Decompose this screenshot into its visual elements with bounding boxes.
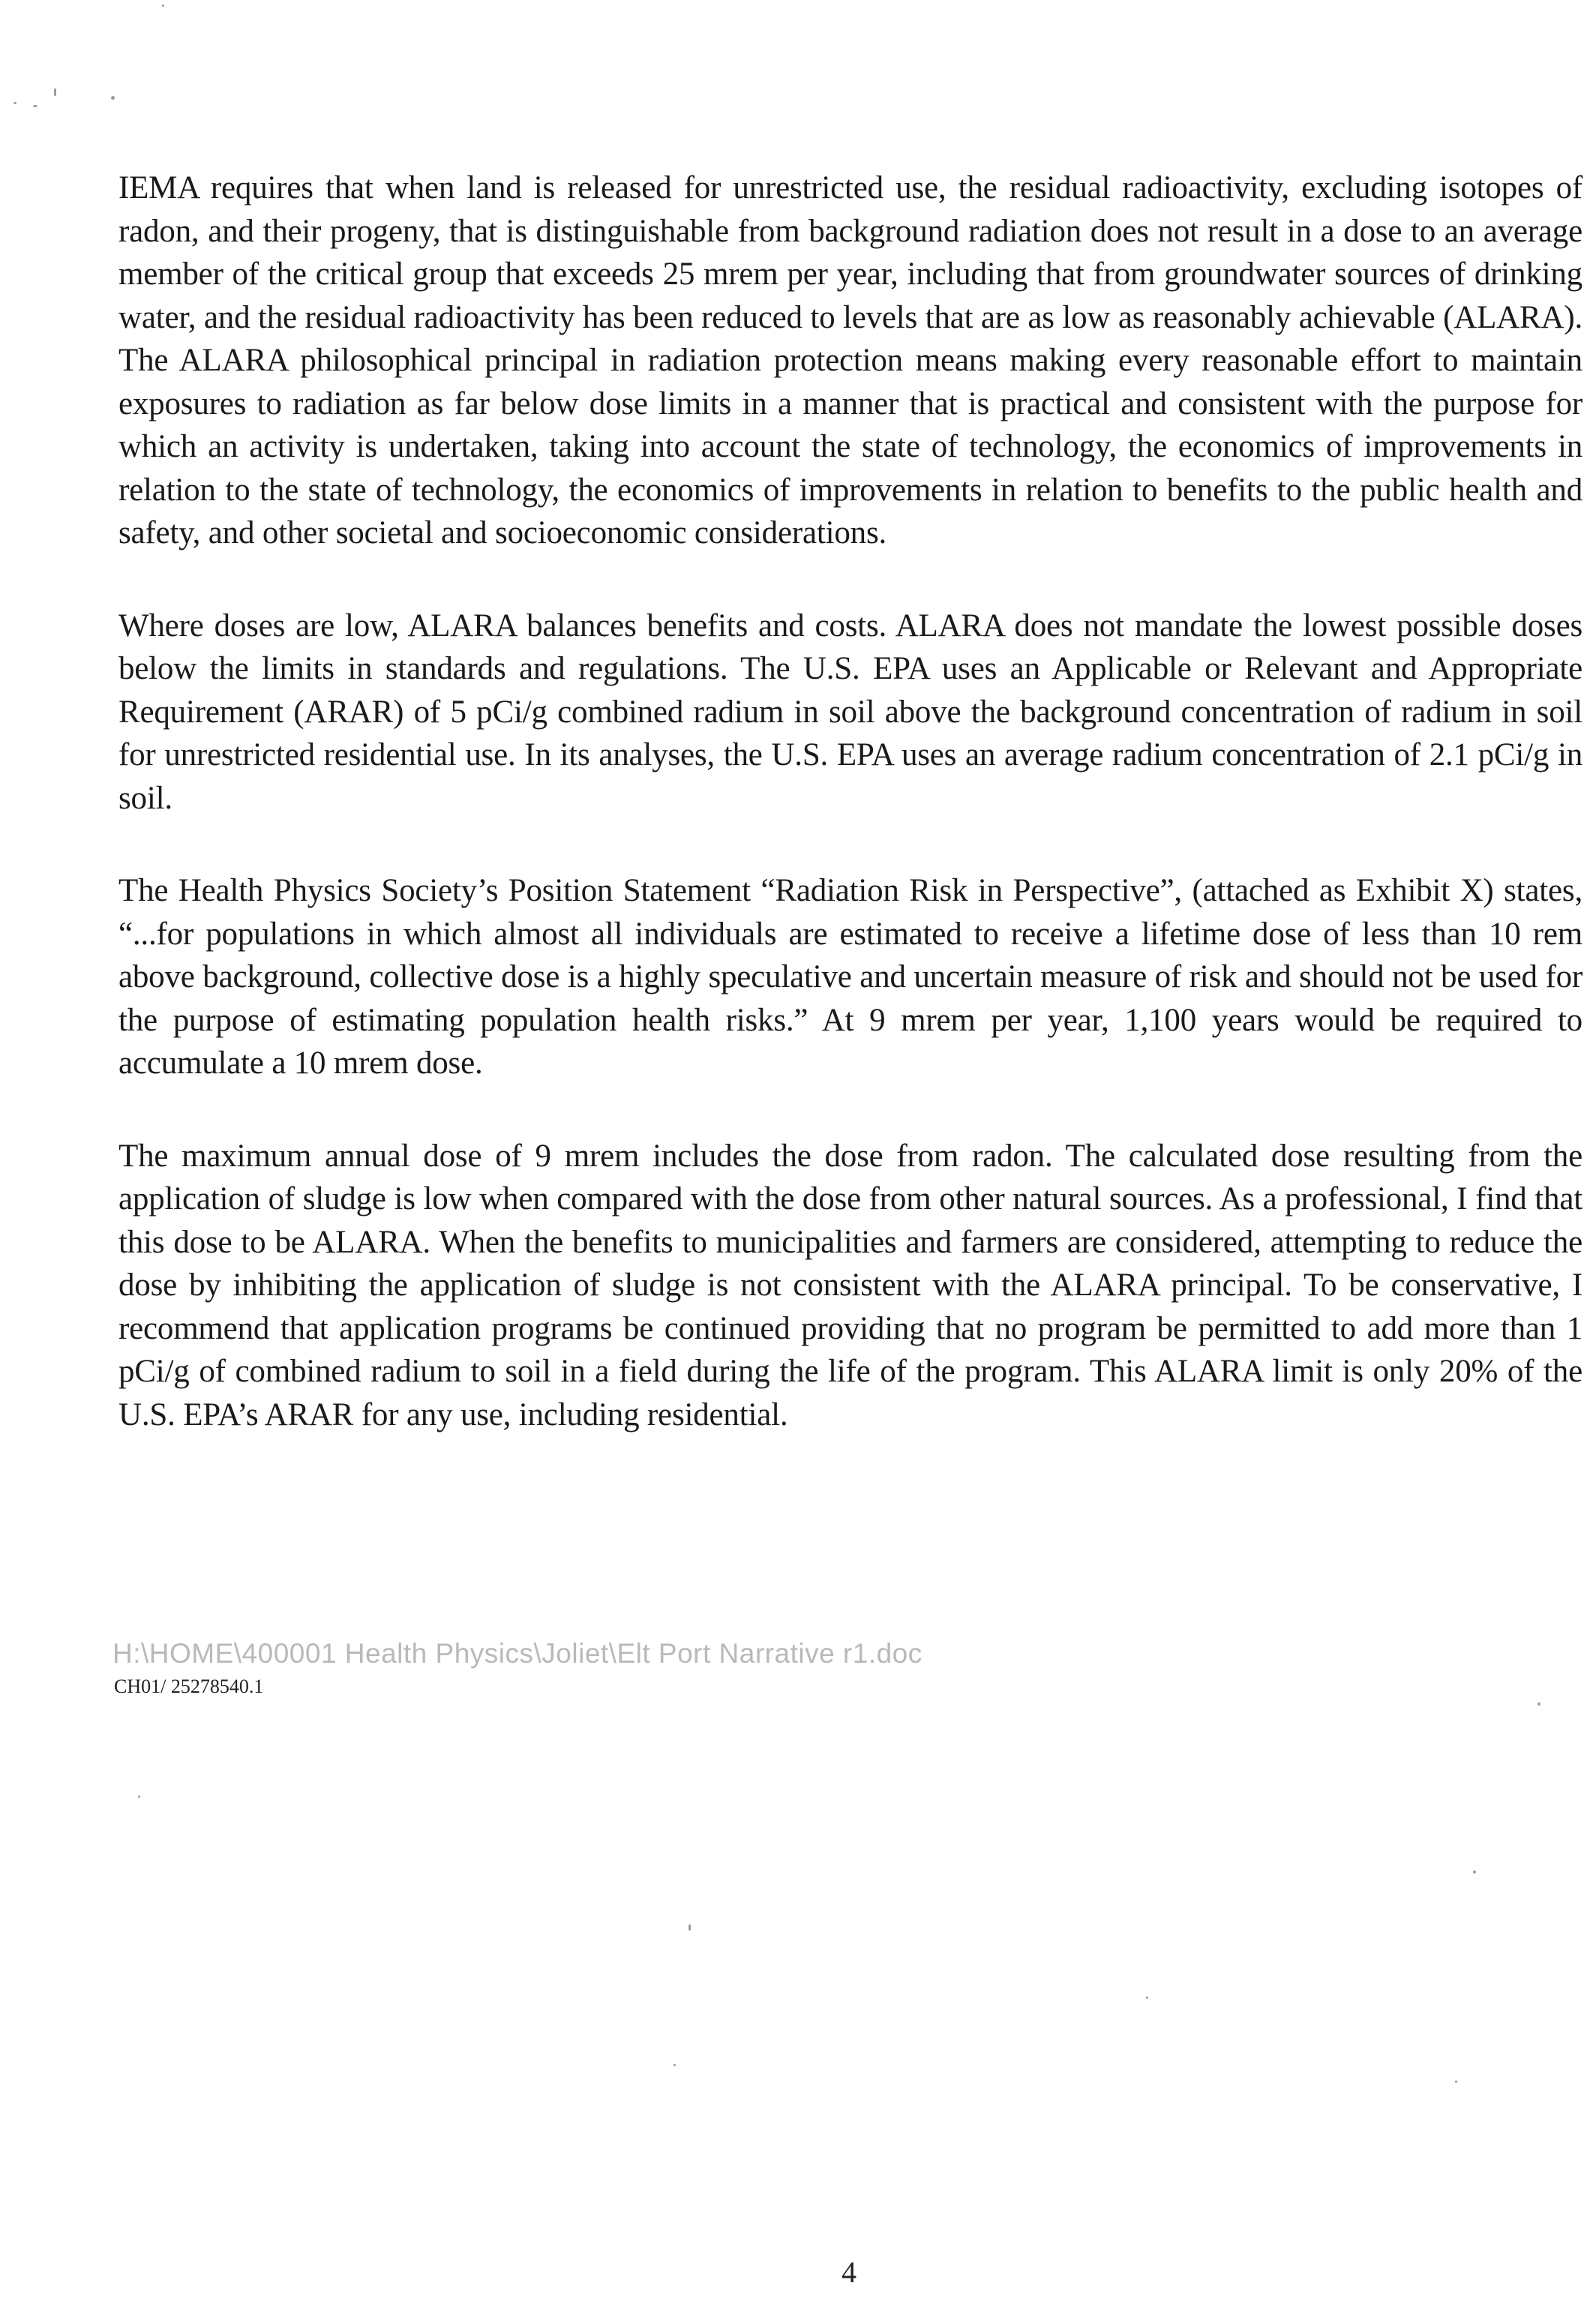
scan-speck xyxy=(162,4,164,7)
paragraph-maximum-dose: The maximum annual dose of 9 mrem includes the dose from radon. The calculated dose resulting from the application of sludge is low when compared with the dose from other natural sources. As a professional, I find that this dose to be ALARA. When the benefits to municipalities and farmers are considered, attempting to reduce the dose by inhibiting the application of sludge is not consistent with the ALARA principal. To be conservative, I recommend that application programs be continued providing that no program be permitted to add more than 1 pCi/g of combined radium to soil in a field during the life of the program. This ALARA limit is only 20% of the U.S. EPA’s ARAR for any use, including residential. xyxy=(118,1138,1582,1432)
scan-speck xyxy=(33,105,38,107)
scan-speck xyxy=(54,88,56,96)
footer-file-path: H:\HOME\400001 Health Physics\Joliet\Elt Port Narrative r1.doc xyxy=(112,1638,922,1669)
scan-speck xyxy=(1538,1702,1540,1706)
footer-document-id: CH01/ 25278540.1 xyxy=(114,1676,264,1697)
scan-speck xyxy=(138,1796,140,1798)
scan-speck xyxy=(111,96,115,100)
body-text xyxy=(118,166,1582,1486)
scan-speck xyxy=(688,1924,691,1930)
scan-speck xyxy=(1455,2080,1457,2083)
scan-speck xyxy=(14,102,16,104)
paragraph-iema-requirements: IEMA requires that when land is released for unrestricted use, the residual radioactivity, excluding isotopes of radon, and their progeny, that is distinguishable from background radiation does not result in a dose to an average member of the critical group that exceeds 25 mrem per year, including that from groundwater sources of drinking water, and the residual radioactivity has been reduced to levels that are as low as reasonably achievable (ALARA). The ALARA philosophical principal in radiation protection means making every reasonable effort to maintain exposures to radiation as far below dose limits in a manner that is practical and consistent with the purpose for which an activity is undertaken, taking into account the state of technology, the economics of improvements in relation to the state of technology, the economics of improvements in relation to benefits to the public health and safety, and other societal and socioeconomic considerations. xyxy=(118,170,1582,550)
scan-speck xyxy=(1146,1996,1148,1999)
scan-speck xyxy=(1473,1870,1476,1874)
scan-speck xyxy=(674,2064,676,2066)
page-number: 4 xyxy=(842,2255,856,2289)
paragraph-alara-costs: Where doses are low, ALARA balances benefits and costs. ALARA does not mandate the lowest possible doses below the limits in standards and regulations. The U.S. EPA uses an Applicable or Relevant and Appropriate Requirement (ARAR) of 5 pCi/g combined radium in soil above the background concentration of radium in soil for unrestricted residential use. In its analyses, the U.S. EPA uses an average radium concentration of 2.1 pCi/g in soil. xyxy=(118,608,1582,816)
paragraph-health-physics-society: The Health Physics Society’s Position Statement “Radiation Risk in Perspective”, (attached as Exhibit X) states, “...for populations in which almost all individuals are estimated to receive a lifetime dose of less than 10 rem above background, collective dose is a highly speculative and uncertain measure of risk and should not be used for the purpose of estimating population health risks.” At 9 mrem per year, 1,100 years would be required to accumulate a 10 mrem dose. xyxy=(118,873,1582,1081)
